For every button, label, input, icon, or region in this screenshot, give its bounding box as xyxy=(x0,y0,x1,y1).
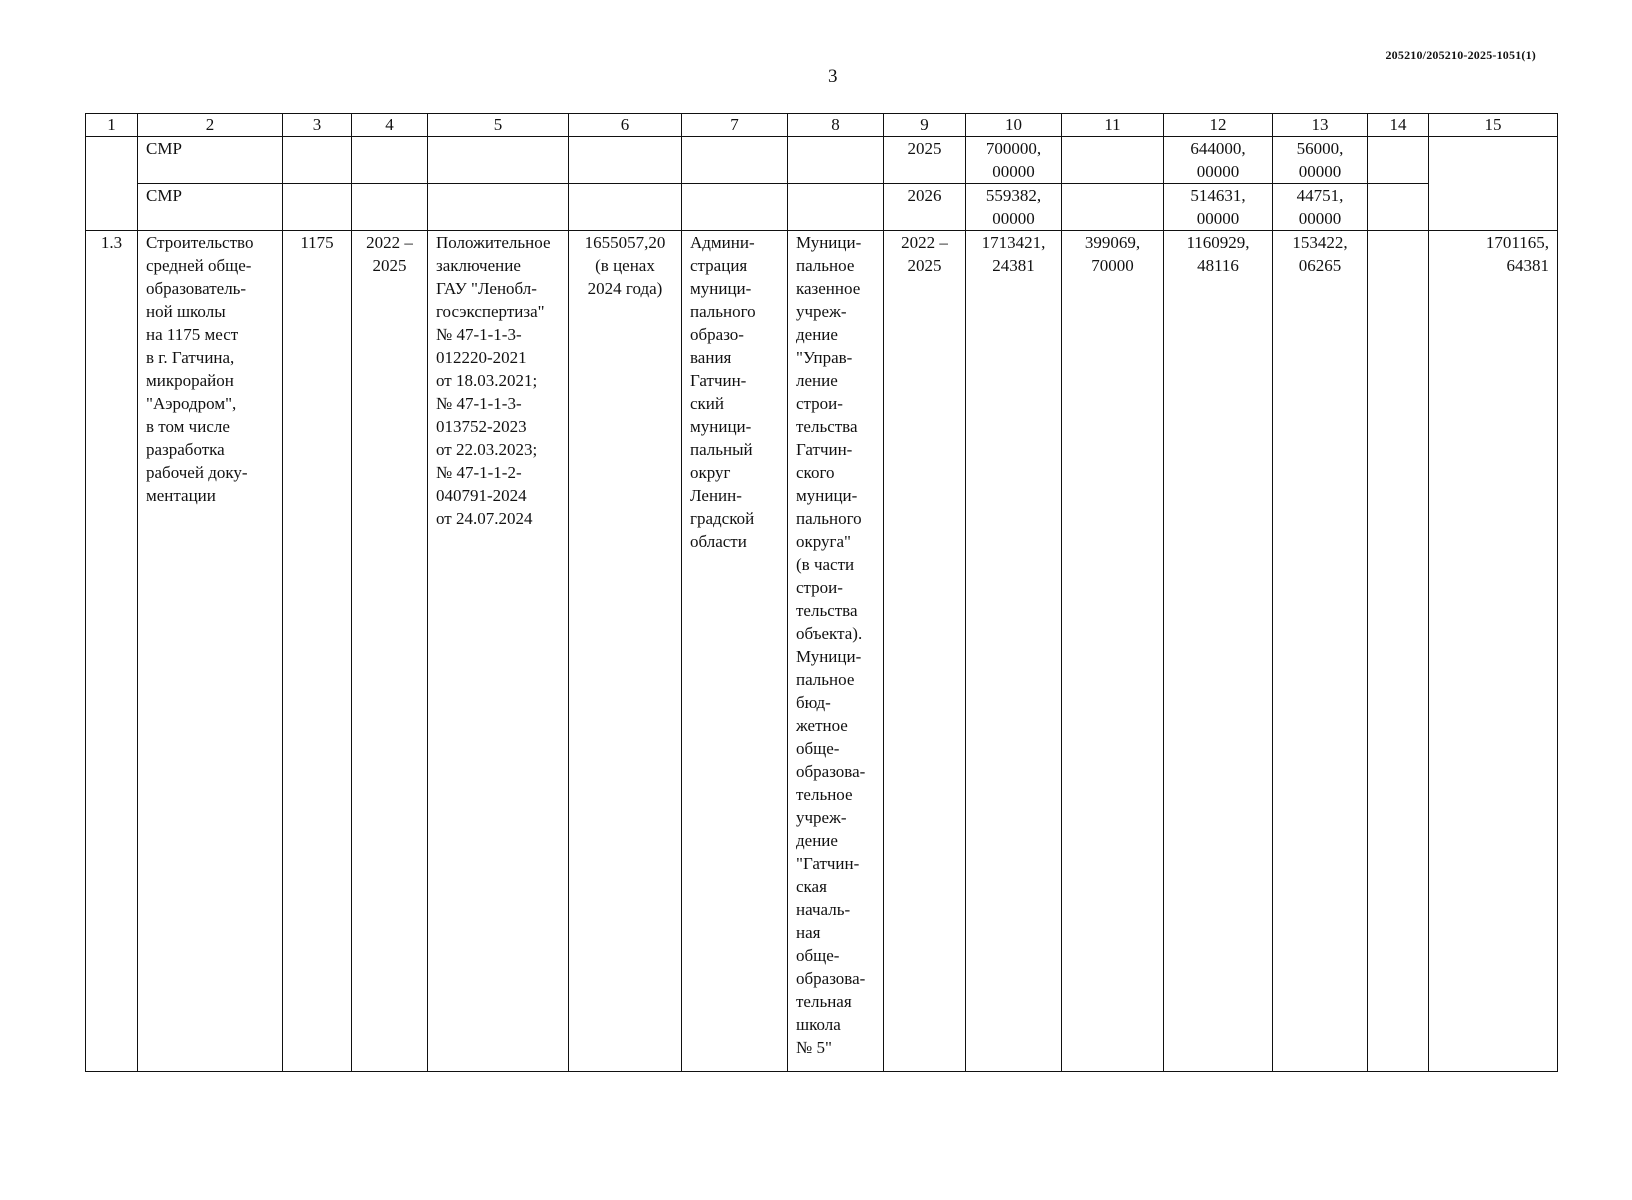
column-number-row xyxy=(86,114,1558,137)
empty-cell xyxy=(86,137,138,231)
empty-cell xyxy=(352,184,428,231)
page-number: 3 xyxy=(828,66,838,87)
empty-cell xyxy=(1429,137,1558,231)
executor-cell: Муници- пальное казенное учреж- дение "Управ- ление строи- тельства Гатчин- ского муници- пального округа" (в части строи- тельства объекта). Муници- пальное бюд- жетное обще- образова- тельное учреж- дение "Гатчин- ская началь- ная обще- образова- тельная школа № 5" xyxy=(788,231,884,1072)
col12-cell: 1160929, 48116 xyxy=(1164,231,1273,1072)
work-type-cell: СМР xyxy=(138,137,283,184)
empty-cell xyxy=(788,137,884,184)
col13-cell: 56000, 00000 xyxy=(1273,137,1368,184)
empty-cell xyxy=(1368,137,1429,184)
empty-cell xyxy=(1368,184,1429,231)
empty-cell xyxy=(428,137,569,184)
empty-cell xyxy=(569,184,682,231)
column-number: 11 xyxy=(1062,114,1164,137)
col14-cell xyxy=(1368,231,1429,1072)
col12-cell: 644000, 00000 xyxy=(1164,137,1273,184)
work-type-cell: СМР xyxy=(138,184,283,231)
empty-cell xyxy=(788,184,884,231)
col13-cell: 153422, 06265 xyxy=(1273,231,1368,1072)
table-row-smr-2026 xyxy=(86,184,1558,231)
empty-cell xyxy=(682,137,788,184)
column-number: 8 xyxy=(788,114,884,137)
document-id: 205210/205210-2025-1051(1) xyxy=(1385,48,1536,62)
col11-cell xyxy=(1062,137,1164,184)
column-number: 6 xyxy=(569,114,682,137)
empty-cell xyxy=(682,184,788,231)
years-cell: 2022 – 2025 xyxy=(884,231,966,1072)
column-number: 10 xyxy=(966,114,1062,137)
estimated-cost-cell: 1655057,20 (в ценах 2024 года) xyxy=(569,231,682,1072)
column-number: 4 xyxy=(352,114,428,137)
empty-cell xyxy=(428,184,569,231)
customer-cell: Админи- страция муници- пального образо- вания Гатчин- ский муници- пальный округ Ленин- градской области xyxy=(682,231,788,1072)
empty-cell xyxy=(352,137,428,184)
empty-cell xyxy=(283,137,352,184)
col11-cell xyxy=(1062,184,1164,231)
col15-cell: 1701165, 64381 xyxy=(1429,231,1558,1072)
col11-cell: 399069, 70000 xyxy=(1062,231,1164,1072)
col13-cell: 44751, 00000 xyxy=(1273,184,1368,231)
year-cell: 2025 xyxy=(884,137,966,184)
object-name-cell: Строительство средней обще- образователь- ной школы на 1175 мест в г. Гатчина, микрорайон "Аэродром", в том числе разработка рабочей доку- ментации xyxy=(138,231,283,1072)
column-number: 3 xyxy=(283,114,352,137)
capacity-cell: 1175 xyxy=(283,231,352,1072)
table-row-smr-2025 xyxy=(86,137,1558,184)
column-number: 7 xyxy=(682,114,788,137)
total-cost-cell: 559382, 00000 xyxy=(966,184,1062,231)
column-number: 1 xyxy=(86,114,138,137)
total-cost-cell: 700000, 00000 xyxy=(966,137,1062,184)
empty-cell xyxy=(569,137,682,184)
col12-cell: 514631, 00000 xyxy=(1164,184,1273,231)
column-number: 9 xyxy=(884,114,966,137)
total-cost-cell: 1713421, 24381 xyxy=(966,231,1062,1072)
column-number: 14 xyxy=(1368,114,1429,137)
column-number: 5 xyxy=(428,114,569,137)
expert-conclusion-cell: Положительное заключение ГАУ "Ленобл- госэкспертиза" № 47-1-1-3- 012220-2021 от 18.03.2021; № 47-1-1-3- 013752-2023 от 22.03.2023; № 47-1-1-2- 040791-2024 от 24.07.2024 xyxy=(428,231,569,1072)
empty-cell xyxy=(283,184,352,231)
object-table xyxy=(85,113,1558,1072)
row-number-cell: 1.3 xyxy=(86,231,138,1072)
column-number: 15 xyxy=(1429,114,1558,137)
column-number: 13 xyxy=(1273,114,1368,137)
table-row-object-1-3 xyxy=(86,231,1558,1072)
column-number: 12 xyxy=(1164,114,1273,137)
period-cell: 2022 – 2025 xyxy=(352,231,428,1072)
column-number: 2 xyxy=(138,114,283,137)
year-cell: 2026 xyxy=(884,184,966,231)
